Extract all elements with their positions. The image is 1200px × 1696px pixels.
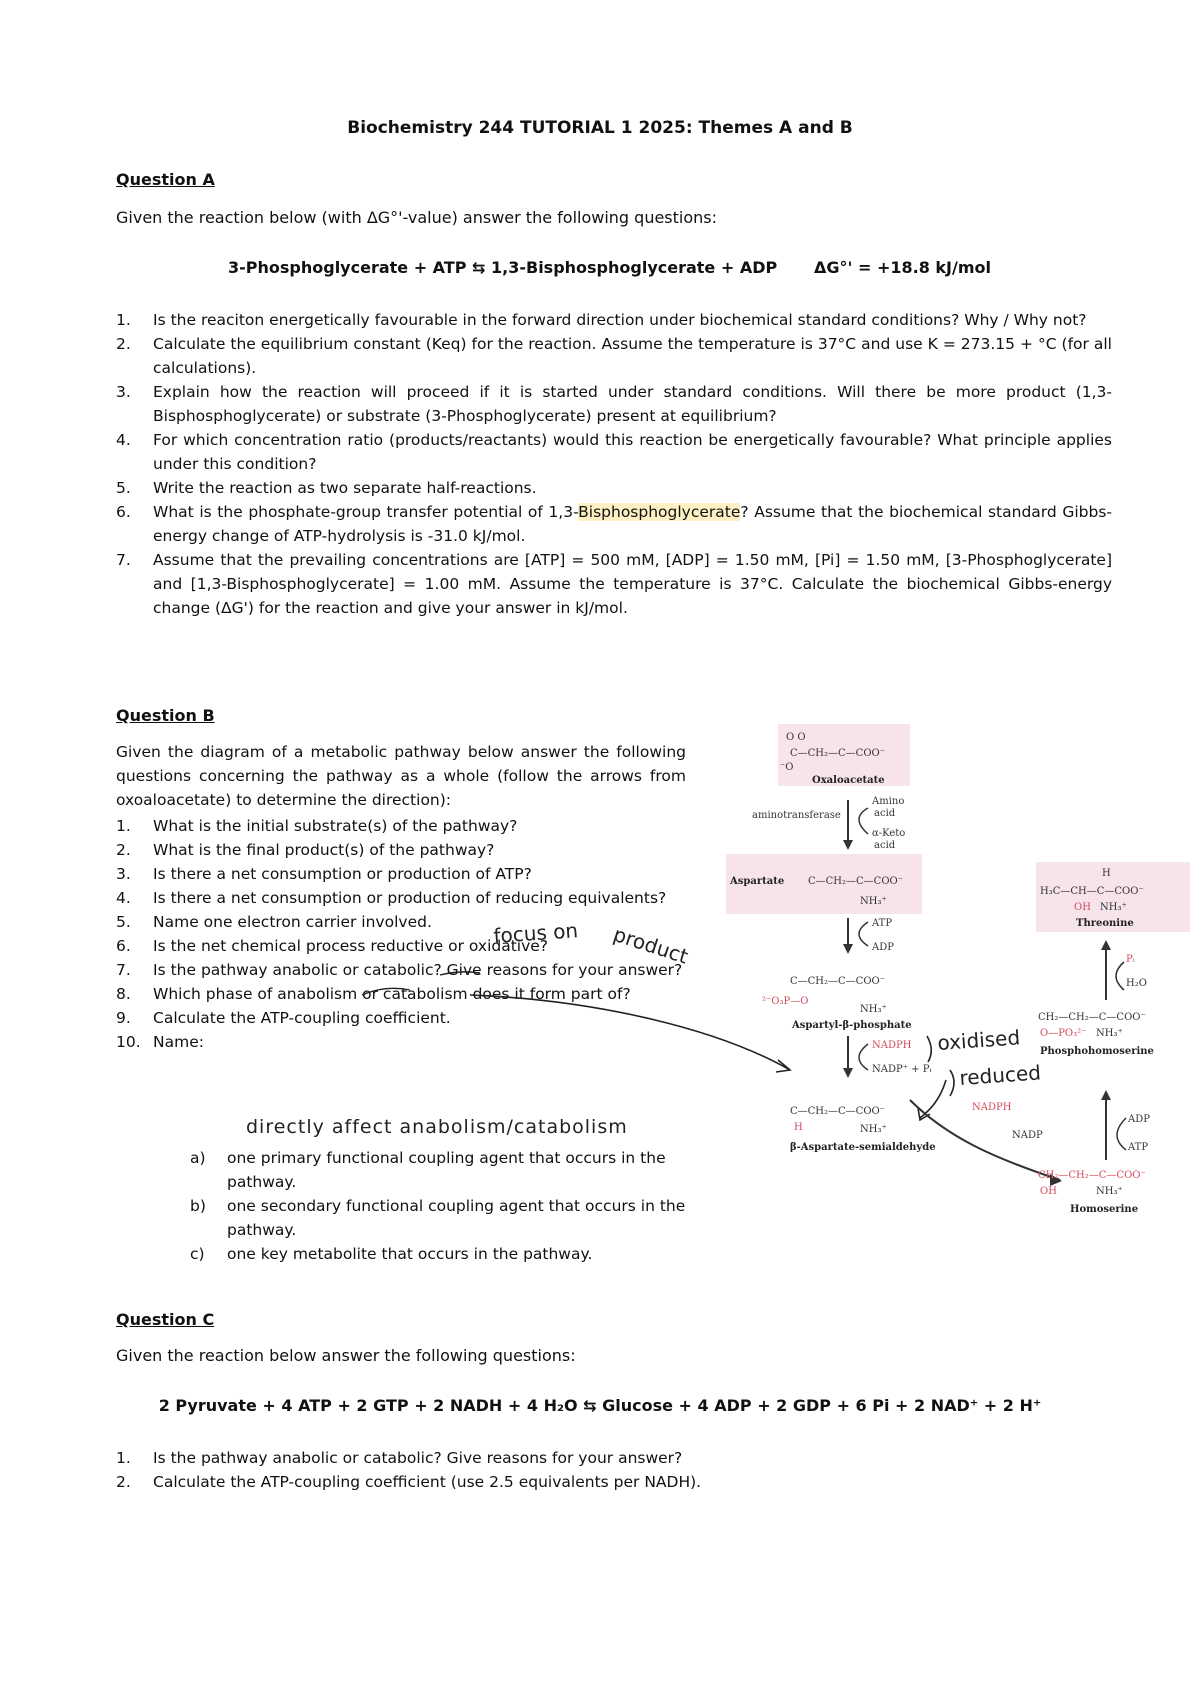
cofactor-arrow bbox=[1117, 1118, 1126, 1150]
structure-text: NH₃⁺ bbox=[1096, 1186, 1123, 1197]
nadp-label: NADP bbox=[1012, 1130, 1043, 1141]
question-a-equation: 3-Phosphoglycerate + ATP ⇆ 1,3-Bisphosphoglycerate + ADP bbox=[228, 258, 778, 277]
phosphohomoserine-label: Phosphohomoserine bbox=[1040, 1046, 1154, 1057]
keto-acid-label: α-Keto bbox=[872, 828, 906, 839]
structure-text: NH₃⁺ bbox=[860, 1004, 887, 1015]
semialdehyde-label: β-Aspartate-semialdehyde bbox=[790, 1142, 936, 1153]
structure-text: OH bbox=[1040, 1186, 1057, 1197]
handwritten-underline bbox=[440, 972, 480, 975]
structure-text: C—CH₂—C—COO⁻ bbox=[790, 748, 886, 759]
pathway-arrow-head bbox=[843, 1068, 853, 1078]
oxaloacetate-label: Oxaloacetate bbox=[812, 775, 885, 786]
handwritten-oxidised: oxidised bbox=[936, 1025, 1021, 1055]
amino-acid-label: acid bbox=[874, 808, 896, 819]
list-item: 1. What is the initial substrate(s) of the pathway? bbox=[116, 817, 518, 835]
list-item: 4. For which concentration ratio (products/reactants) would this reaction be energetically favourable? What principle applies under this condition? bbox=[116, 431, 1112, 473]
adp-label: ADP bbox=[872, 942, 894, 953]
structure-text: O O bbox=[786, 732, 806, 743]
structure-text: NH₃⁺ bbox=[860, 896, 887, 907]
handwritten-directly-affect: directly affect anabolism/catabolism bbox=[246, 1116, 628, 1138]
aminotransferase-label: aminotransferase bbox=[752, 810, 841, 821]
structure-text: OH bbox=[1074, 902, 1091, 913]
pathway-arrow-head bbox=[1101, 940, 1111, 950]
pathway-diagram bbox=[726, 724, 1190, 1215]
structure-text: C—CH₂—C—COO⁻ bbox=[808, 876, 904, 887]
adp-label: ADP bbox=[1128, 1114, 1150, 1125]
structure-text: NH₃⁺ bbox=[860, 1124, 887, 1135]
structure-text: CH₂—CH₂—C—COO⁻ bbox=[1038, 1012, 1146, 1023]
list-item: 4. Is there a net consumption or production of reducing equivalents? bbox=[116, 889, 667, 907]
list-item: 5. Name one electron carrier involved. bbox=[116, 913, 432, 931]
nadph-label: NADPH bbox=[872, 1040, 912, 1051]
pathway-arrow-head bbox=[843, 944, 853, 954]
keto-acid-label: acid bbox=[874, 840, 896, 851]
list-item: 2. Calculate the equilibrium constant (Keq) for the reaction. Assume the temperature is 37°C and use K = 273.15 + °C (for all calculations). bbox=[116, 335, 1112, 377]
list-item: 9. Calculate the ATP-coupling coefficient. bbox=[116, 1009, 451, 1027]
handwritten-reduced: reduced bbox=[958, 1060, 1042, 1090]
list-item: 1. Is the reaciton energetically favourable in the forward direction under biochemical standard conditions? Why / Why not? bbox=[116, 311, 1087, 329]
list-item: 3. Explain how the reaction will proceed if it is started under standard conditions. Will there be more product (1,3- Bisphosphoglycerate) or substrate (3-Phosphoglycerate) present at equilibrium? bbox=[116, 383, 1112, 425]
list-item: 3. Is there a net consumption or production of ATP? bbox=[116, 865, 532, 883]
structure-text: O—PO₃²⁻ bbox=[1040, 1028, 1087, 1039]
list-item: 2. Calculate the ATP-coupling coefficient (use 2.5 equivalents per NADH). bbox=[116, 1473, 702, 1491]
cofactor-arrow bbox=[859, 808, 868, 834]
cofactor-arrow bbox=[1116, 962, 1124, 990]
question-b-heading: Question B bbox=[116, 706, 215, 725]
handwritten-product: product bbox=[610, 921, 692, 969]
structure-text: H bbox=[794, 1122, 803, 1133]
question-a-heading: Question A bbox=[116, 170, 215, 189]
highlighted-text: Bisphosphoglycerate bbox=[578, 503, 741, 521]
question-c-heading: Question C bbox=[116, 1310, 215, 1329]
sub-item: b) one secondary functional coupling agent that occurs in the pathway. bbox=[190, 1197, 686, 1239]
list-item: 6. Is the net chemical process reductive or oxidative? bbox=[116, 937, 549, 955]
structure-text: C—CH₂—C—COO⁻ bbox=[790, 1106, 886, 1117]
list-item: 5. Write the reaction as two separate half-reactions. bbox=[116, 479, 537, 497]
structure-text: NH₃⁺ bbox=[1096, 1028, 1123, 1039]
handwritten-arrow bbox=[470, 995, 790, 1070]
pathway-arrow-head bbox=[1101, 1090, 1111, 1100]
aspartate-label: Aspartate bbox=[730, 876, 785, 887]
threonine-label: Threonine bbox=[1076, 918, 1134, 929]
homoserine-label: Homoserine bbox=[1070, 1204, 1139, 1215]
nadp-pi-label: NADP⁺ + Pᵢ bbox=[872, 1064, 932, 1075]
structure-text: ²⁻O₃P—O bbox=[762, 996, 809, 1007]
question-c-list bbox=[116, 1446, 1112, 1494]
list-item: 7. Is the pathway anabolic or catabolic? Give reasons for your answer? bbox=[116, 961, 683, 979]
h2o-label: H₂O bbox=[1126, 978, 1147, 989]
atp-label: ATP bbox=[872, 918, 893, 929]
handwritten-bracket bbox=[927, 1036, 931, 1062]
sub-item: c) one key metabolite that occurs in the pathway. bbox=[190, 1245, 593, 1263]
cofactor-arrow bbox=[859, 922, 868, 946]
aspartyl-phosphate-label: Aspartyl-β-phosphate bbox=[792, 1020, 912, 1031]
list-item: 8. Which phase of anabolism or catabolism does it form part of? bbox=[116, 985, 631, 1003]
list-item: 7. Assume that the prevailing concentrations are [ATP] = 500 mM, [ADP] = 1.50 mM, [Pi] = 1.50 mM, [3-Phosphoglycerate] and [1,3-Bisphosphoglycerate] = 1.00 mM. Assume the temperature is 37°C. Calculate the biochemical Gibbs-energy change (ΔG') for the reaction and give your answer in kJ/mol. bbox=[116, 551, 1112, 617]
structure-text: H bbox=[1102, 868, 1111, 879]
structure-text: H₃C—CH—C—COO⁻ bbox=[1040, 886, 1144, 897]
question-b-intro: Given the diagram of a metabolic pathway below answer the following questions concerning the pathway as a whole (follow the arrows from oxoaloacetate) to determine the direction): bbox=[116, 743, 686, 809]
list-item: 1. Is the pathway anabolic or catabolic? Give reasons for your answer? bbox=[116, 1449, 683, 1467]
list-item: 6. What is the phosphate-group transfer potential of 1,3-Bisphosphoglycerate? Assume that the biochemical standard Gibbs-energy change of ATP-hydrolysis is -31.0 kJ/mol. bbox=[116, 503, 1112, 545]
question-c-equation: 2 Pyruvate + 4 ATP + 2 GTP + 2 NADH + 4 H₂O ⇆ Glucose + 4 ADP + 2 GDP + 6 Pi + 2 NAD⁺ + 2 H⁺ bbox=[158, 1396, 1042, 1415]
handwritten-bracket bbox=[950, 1070, 954, 1096]
cofactor-arrow bbox=[859, 1044, 868, 1070]
structure-text: CH₂—CH₂—C—COO⁻ bbox=[1038, 1170, 1146, 1181]
list-item: 10. Name: bbox=[116, 1033, 204, 1051]
question-a-delta-g: ΔG°' = +18.8 kJ/mol bbox=[814, 258, 991, 277]
sub-item: a) one primary functional coupling agent that occurs in the pathway. bbox=[190, 1149, 666, 1191]
handwritten-underline bbox=[362, 988, 410, 995]
page-title: Biochemistry 244 TUTORIAL 1 2025: Themes A and B bbox=[347, 118, 853, 138]
structure-text: ⁻O bbox=[780, 762, 794, 773]
pi-label: Pᵢ bbox=[1126, 954, 1135, 965]
list-item: 2. What is the final product(s) of the pathway? bbox=[116, 841, 495, 859]
question-c-intro: Given the reaction below answer the following questions: bbox=[116, 1346, 576, 1365]
structure-text: C—CH₂—C—COO⁻ bbox=[790, 976, 886, 987]
question-a-intro: Given the reaction below (with ΔG°'-value) answer the following questions: bbox=[116, 208, 718, 227]
structure-text: NH₃⁺ bbox=[1100, 902, 1127, 913]
nadph-label: NADPH bbox=[972, 1102, 1012, 1113]
handwritten-focus-on: focus on bbox=[492, 918, 579, 948]
amino-acid-label: Amino bbox=[872, 796, 905, 807]
pathway-arrow-head bbox=[843, 840, 853, 850]
atp-label: ATP bbox=[1128, 1142, 1149, 1153]
